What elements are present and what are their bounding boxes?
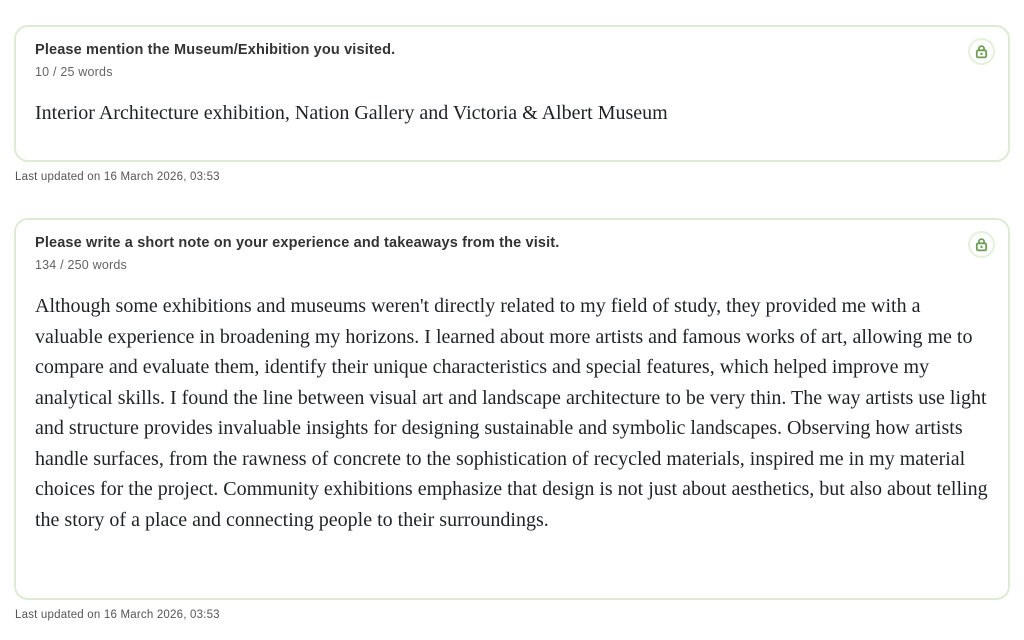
answer-text: Interior Architecture exhibition, Nation Gallery and Victoria & Albert Museum xyxy=(35,102,668,124)
last-updated-label: Last updated on 16 March 2026, 03:53 xyxy=(15,609,220,621)
question-title: Please write a short note on your experience and takeaways from the visit. xyxy=(35,235,560,251)
lock-icon xyxy=(974,44,989,59)
last-updated-label: Last updated on 16 March 2026, 03:53 xyxy=(15,171,220,183)
question-card-experience xyxy=(14,218,1010,600)
answer-text: Although some exhibitions and museums weren't directly related to my field of study, they provided me with a valuable experience in broadening my horizons. I learned about more artists and famous works of art, allowing me to compare and evaluate them, identify their unique characteristics and special features, which helped improve my analytical skills. I found the line between visual art and landscape architecture to be very thin. The way artists use light and structure provides invaluable insights for designing sustainable and symbolic landscapes. Observing how artists handle surfaces, from the rawness of concrete to the sophistication of recycled materials, inspired me in my material choices for the project. Community exhibitions emphasize that design is not just about aesthetics, but also about telling the story of a place and connecting people to their surroundings. xyxy=(35,295,988,531)
question-card-museum xyxy=(14,25,1010,162)
lock-button[interactable] xyxy=(968,38,995,65)
word-counter: 10 / 25 words xyxy=(35,65,113,79)
word-counter: 134 / 250 words xyxy=(35,258,127,272)
lock-icon xyxy=(974,237,989,252)
lock-button[interactable] xyxy=(968,231,995,258)
question-title: Please mention the Museum/Exhibition you visited. xyxy=(35,42,396,58)
